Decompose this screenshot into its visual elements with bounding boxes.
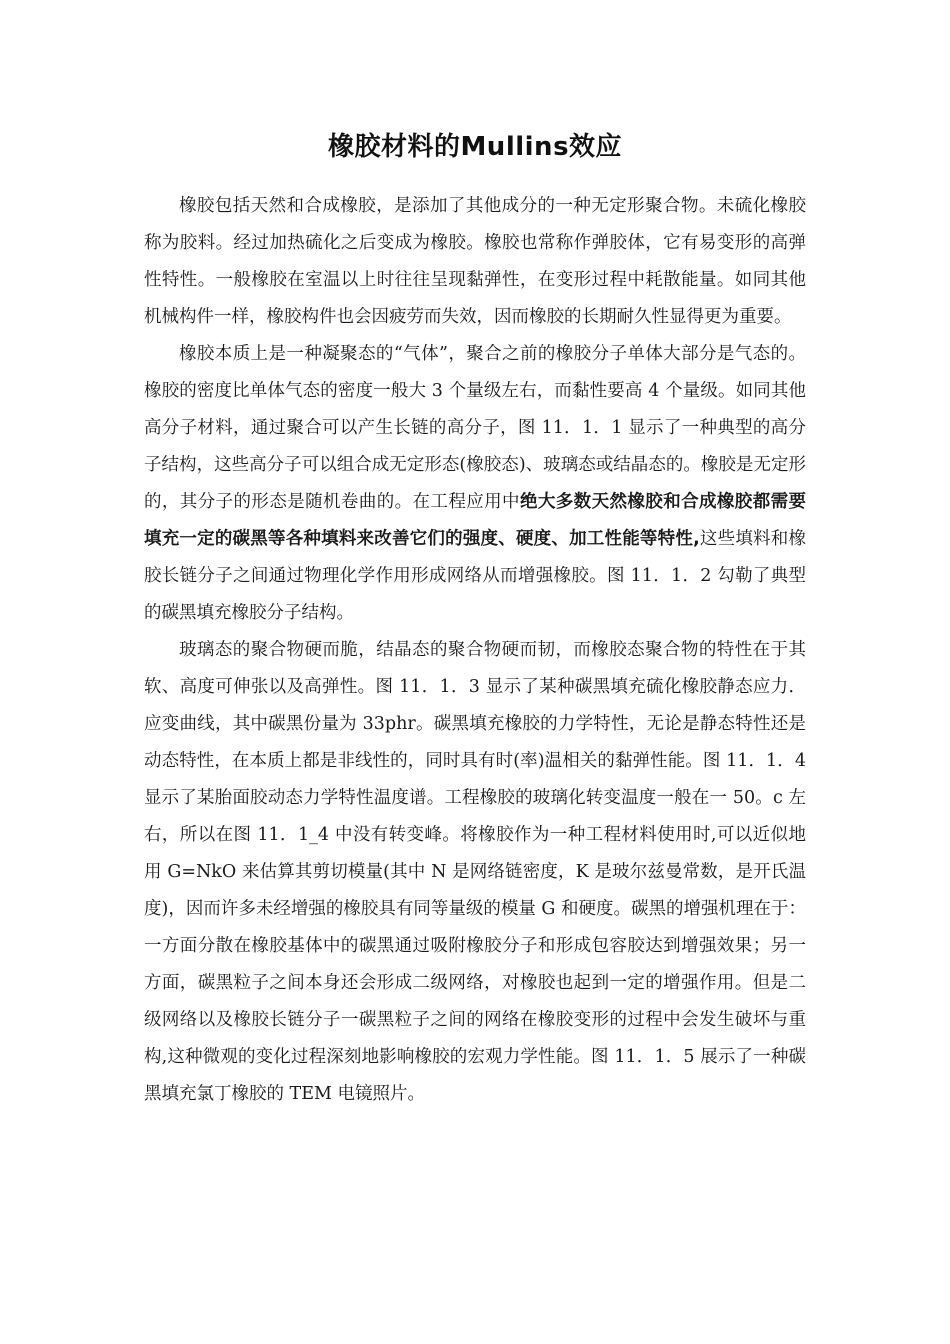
paragraph-1: 橡胶包括天然和合成橡胶，是添加了其他成分的一种无定形聚合物。未硫化橡胶称为胶料。经过加热硫化之后变成为橡胶。橡胶也常称作弹胶体，它有易变形的高弹性特性。一般橡胶在室温以上时往往呈现黏弹性，在变形过程中耗散能量。如同其他机械构件一样，橡胶构件也会因疲劳而失效，因而橡胶的长期耐久性显得更为重要。 [144,196,806,327]
paragraph-2-text-before-bold: 橡胶本质上是一种凝聚态的“气体”，聚合之前的橡胶分子单体大部分是气态的。橡胶的密度比单体气态的密度一般大 3 个量级左右，而黏性要高 4 个量级。如同其他高分子材料，通过聚合可以产生长链的高分子，图 11．1．1 显示了一种典型的高分子结构，这些高分子可以组合成无定形态(橡胶态)、玻璃态或结晶态的。橡胶是无定形的，其分子的形态是随机卷曲的。在工程应用中 [144,344,806,512]
document-body [144,188,806,1113]
paragraph-2-text-after-bold: 这些填料和橡胶长链分子之间通过物理化学作用形成网络从而增强橡胶。图 11．1．2 勾勒了典型的碳黑填充橡胶分子结构。 [144,529,806,623]
paragraph-2 [144,336,806,632]
paragraph-3: 玻璃态的聚合物硬而脆，结晶态的聚合物硬而韧，而橡胶态聚合物的特性在于其软、高度可伸张以及高弹性。图 11．1．3 显示了某种碳黑填充硫化橡胶静态应力．应变曲线，其中碳黑份量为 33phr。碳黑填充橡胶的力学特性，无论是静态特性还是动态特性，在本质上都是非线性的，同时具有时(率)温相关的黏弹性能。图 11．1．4 显示了某胎面胶动态力学特性温度谱。工程橡胶的玻璃化转变温度一般在一 50。c 左右，所以在图 11．1_4 中没有转变峰。将橡胶作为一种工程材料使用时,可以近似地用 G=NkO 来估算其剪切模量(其中 N 是网络链密度，K 是玻尔兹曼常数，是开氏温度)，因而许多未经增强的橡胶具有同等量级的模量 G 和硬度。碳黑的增强机理在于：一方面分散在橡胶基体中的碳黑通过吸附橡胶分子和形成包容胶达到增强效果；另一方面，碳黑粒子之间本身还会形成二级网络，对橡胶也起到一定的增强作用。但是二级网络以及橡胶长链分子一碳黑粒子之间的网络在橡胶变形的过程中会发生破坏与重构,这种微观的变化过程深刻地影响橡胶的宏观力学性能。图 11．1．5 展示了一种碳黑填充氯丁橡胶的 TEM 电镜照片。 [144,640,806,1104]
paragraph-2-bold-text: 绝大多数天然橡胶和合成橡胶都需要填充一定的碳黑等各种填料来改善它们的强度、硬度、加工性能等特性, [144,492,807,549]
document-title: 橡胶材料的Mullins效应 [327,132,623,163]
